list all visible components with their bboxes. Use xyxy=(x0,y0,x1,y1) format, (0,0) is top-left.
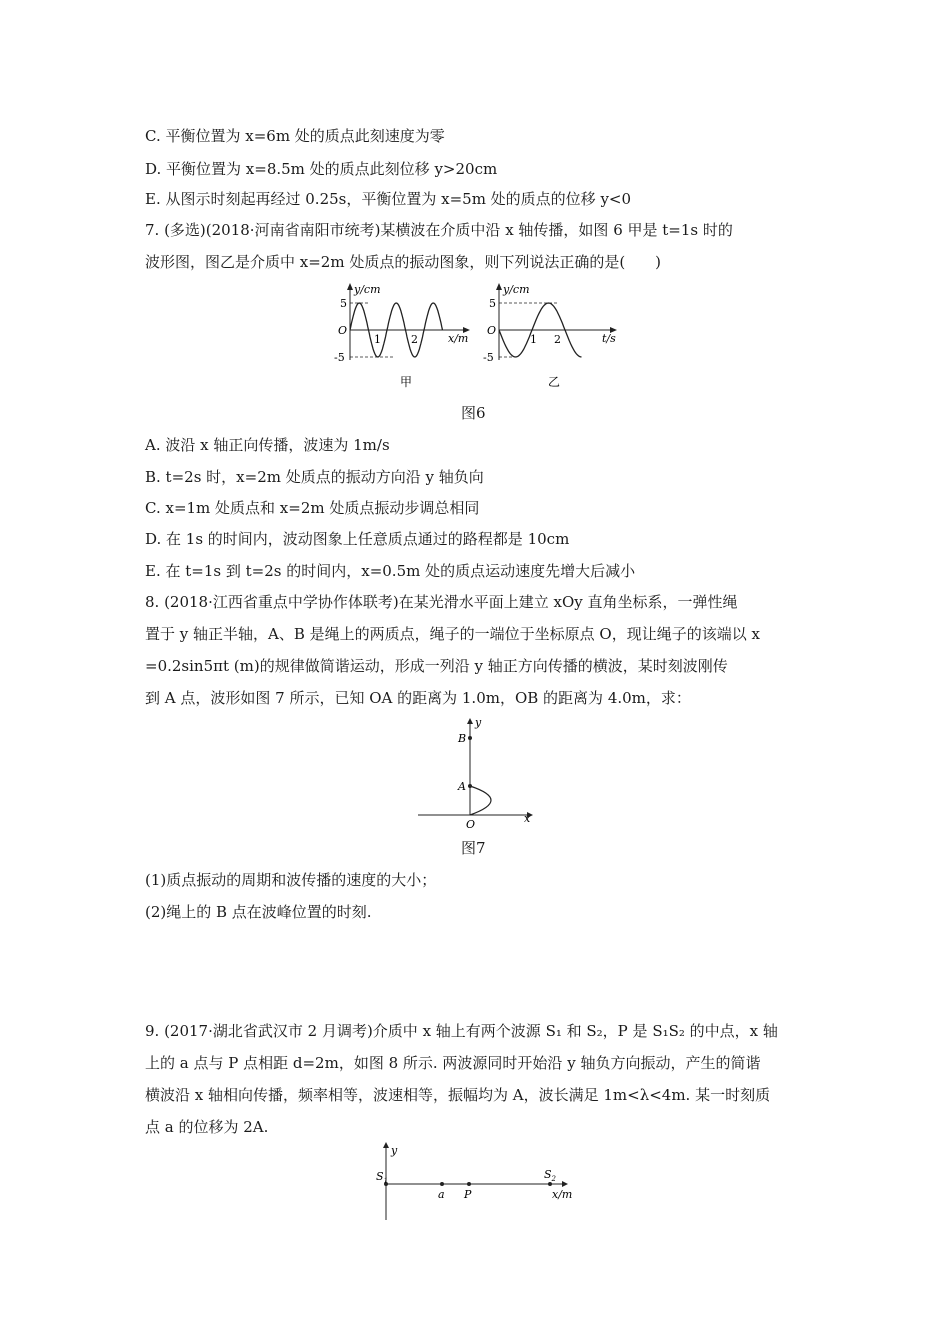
fig6-yi-label: 乙 xyxy=(548,375,561,389)
q7-option-e: E. 在 t=1s 到 t=2s 的时间内，x=0.5m 处的质点运动速度先增大后减小 xyxy=(145,562,636,580)
fig6-jia-label: 甲 xyxy=(400,375,413,389)
fig6-yi-ylabel: y/cm xyxy=(503,283,530,296)
svg-text:S2 xyxy=(544,1168,557,1183)
fig7-a-label: A xyxy=(458,780,466,793)
figure-8 xyxy=(372,1140,582,1225)
question-8-stem-line3: =0.2sin5πt (m)的规律做简谐运动，形成一列沿 y 轴正方向传播的横波，某时刻波刚传 xyxy=(145,657,728,675)
fig8-s2-label: S xyxy=(544,1168,552,1181)
question-9-stem-line2: 上的 a 点与 P 点相距 d=2m，如图 8 所示. 两波源同时开始沿 y 轴负方向振动，产生的简谐 xyxy=(145,1054,761,1072)
option-d-q6: D. 平衡位置为 x=8.5m 处的质点此刻位移 y>20cm xyxy=(145,160,498,178)
fig8-a-label: a xyxy=(438,1188,445,1201)
fig8-s1-subscript: 1 xyxy=(383,1177,389,1185)
fig7-y-label: y xyxy=(475,718,482,729)
question-8-stem-line4: 到 A 点，波形如图 7 所示，已知 OA 的距离为 1.0m，OB 的距离为 4.0m，求： xyxy=(145,689,691,707)
q8-subquestion-1: (1)质点振动的周期和波传播的速度的大小； xyxy=(145,871,437,889)
question-9-stem-line3: 横波沿 x 轴相向传播，频率相等，波速相等，振幅均为 A，波长满足 1m<λ<4m. 某一时刻质 xyxy=(145,1086,771,1104)
figure-7 xyxy=(415,718,545,828)
figure-6 xyxy=(330,282,630,392)
q8-subquestion-2: (2)绳上的 B 点在波峰位置的时刻. xyxy=(145,903,372,921)
fig8-point-a xyxy=(440,1182,444,1186)
fig8-p-label: P xyxy=(464,1188,472,1201)
fig8-s2-subscript: 2 xyxy=(551,1175,557,1183)
fig6-yi-tick-neg5: -5 xyxy=(483,351,494,364)
fig6-yi-origin: O xyxy=(487,324,497,337)
fig8-point-p xyxy=(467,1182,471,1186)
question-9-stem-line1: 9. (2017·湖北省武汉市 2 月调考)介质中 x 轴上有两个波源 S₁ 和 S₂，P 是 S₁S₂ 的中点，x 轴 xyxy=(145,1022,778,1040)
question-7-stem-line1: 7. (多选)(2018·河南省南阳市统考)某横波在介质中沿 x 轴传播，如图 6 甲是 t=1s 时的 xyxy=(145,221,733,239)
option-c-q6: C. 平衡位置为 x=6m 处的质点此刻速度为零 xyxy=(145,127,445,145)
fig7-x-label: x xyxy=(524,812,531,825)
fig6-yi-graph xyxy=(483,283,617,389)
fig7-caption: 图7 xyxy=(461,839,486,857)
question-7-stem-line2: 波形图，图乙是介质中 x=2m 处质点的振动图象，则下列说法正确的是( ) xyxy=(145,253,662,271)
question-8-stem-line1: 8. (2018·江西省重点中学协作体联考)在某光滑水平面上建立 xOy 直角坐标系，一弹性绳 xyxy=(145,593,738,611)
fig8-s1-label: S xyxy=(376,1170,384,1183)
fig6-jia-tick-5: 5 xyxy=(340,297,347,310)
question-9-stem-line4: 点 a 的位移为 2A. xyxy=(145,1118,269,1136)
fig6-jia-tick-1: 1 xyxy=(374,333,381,346)
fig6-yi-tick-5: 5 xyxy=(489,297,496,310)
fig7-origin-label: O xyxy=(466,818,476,828)
fig6-jia-tick-neg5: -5 xyxy=(334,351,345,364)
fig6-yi-xlabel: t/s xyxy=(602,332,616,345)
fig6-jia-xlabel: x/m xyxy=(448,332,469,345)
question-8-stem-line2: 置于 y 轴正半轴，A、B 是绳上的两质点，绳子的一端位于坐标原点 O，现让绳子的该端以 x xyxy=(145,625,760,643)
fig6-yi-tick-1: 1 xyxy=(530,333,537,346)
q7-option-a: A. 波沿 x 轴正向传播，波速为 1m/s xyxy=(145,436,390,454)
option-e-q6: E. 从图示时刻起再经过 0.25s，平衡位置为 x=5m 处的质点的位移 y<0 xyxy=(145,190,632,208)
fig7-point-b xyxy=(468,736,472,740)
fig6-jia-origin: O xyxy=(338,324,348,337)
fig6-yi-tick-2: 2 xyxy=(554,333,561,346)
q7-option-d: D. 在 1s 的时间内，波动图象上任意质点通过的路程都是 10cm xyxy=(145,530,570,548)
fig7-point-a xyxy=(468,784,472,788)
fig8-y-label: y xyxy=(391,1144,398,1157)
fig8-xlabel: x/m xyxy=(552,1188,573,1201)
q7-option-c: C. x=1m 处质点和 x=2m 处质点振动步调总相同 xyxy=(145,499,480,517)
fig6-jia-ylabel: y/cm xyxy=(354,283,381,296)
fig7-b-label: B xyxy=(458,732,467,745)
fig6-caption: 图6 xyxy=(461,404,486,422)
fig6-jia-tick-2: 2 xyxy=(411,333,418,346)
fig7-wave-curve xyxy=(470,786,491,815)
q7-option-b: B. t=2s 时，x=2m 处质点的振动方向沿 y 轴负向 xyxy=(145,468,484,486)
fig6-jia-graph xyxy=(334,283,470,389)
